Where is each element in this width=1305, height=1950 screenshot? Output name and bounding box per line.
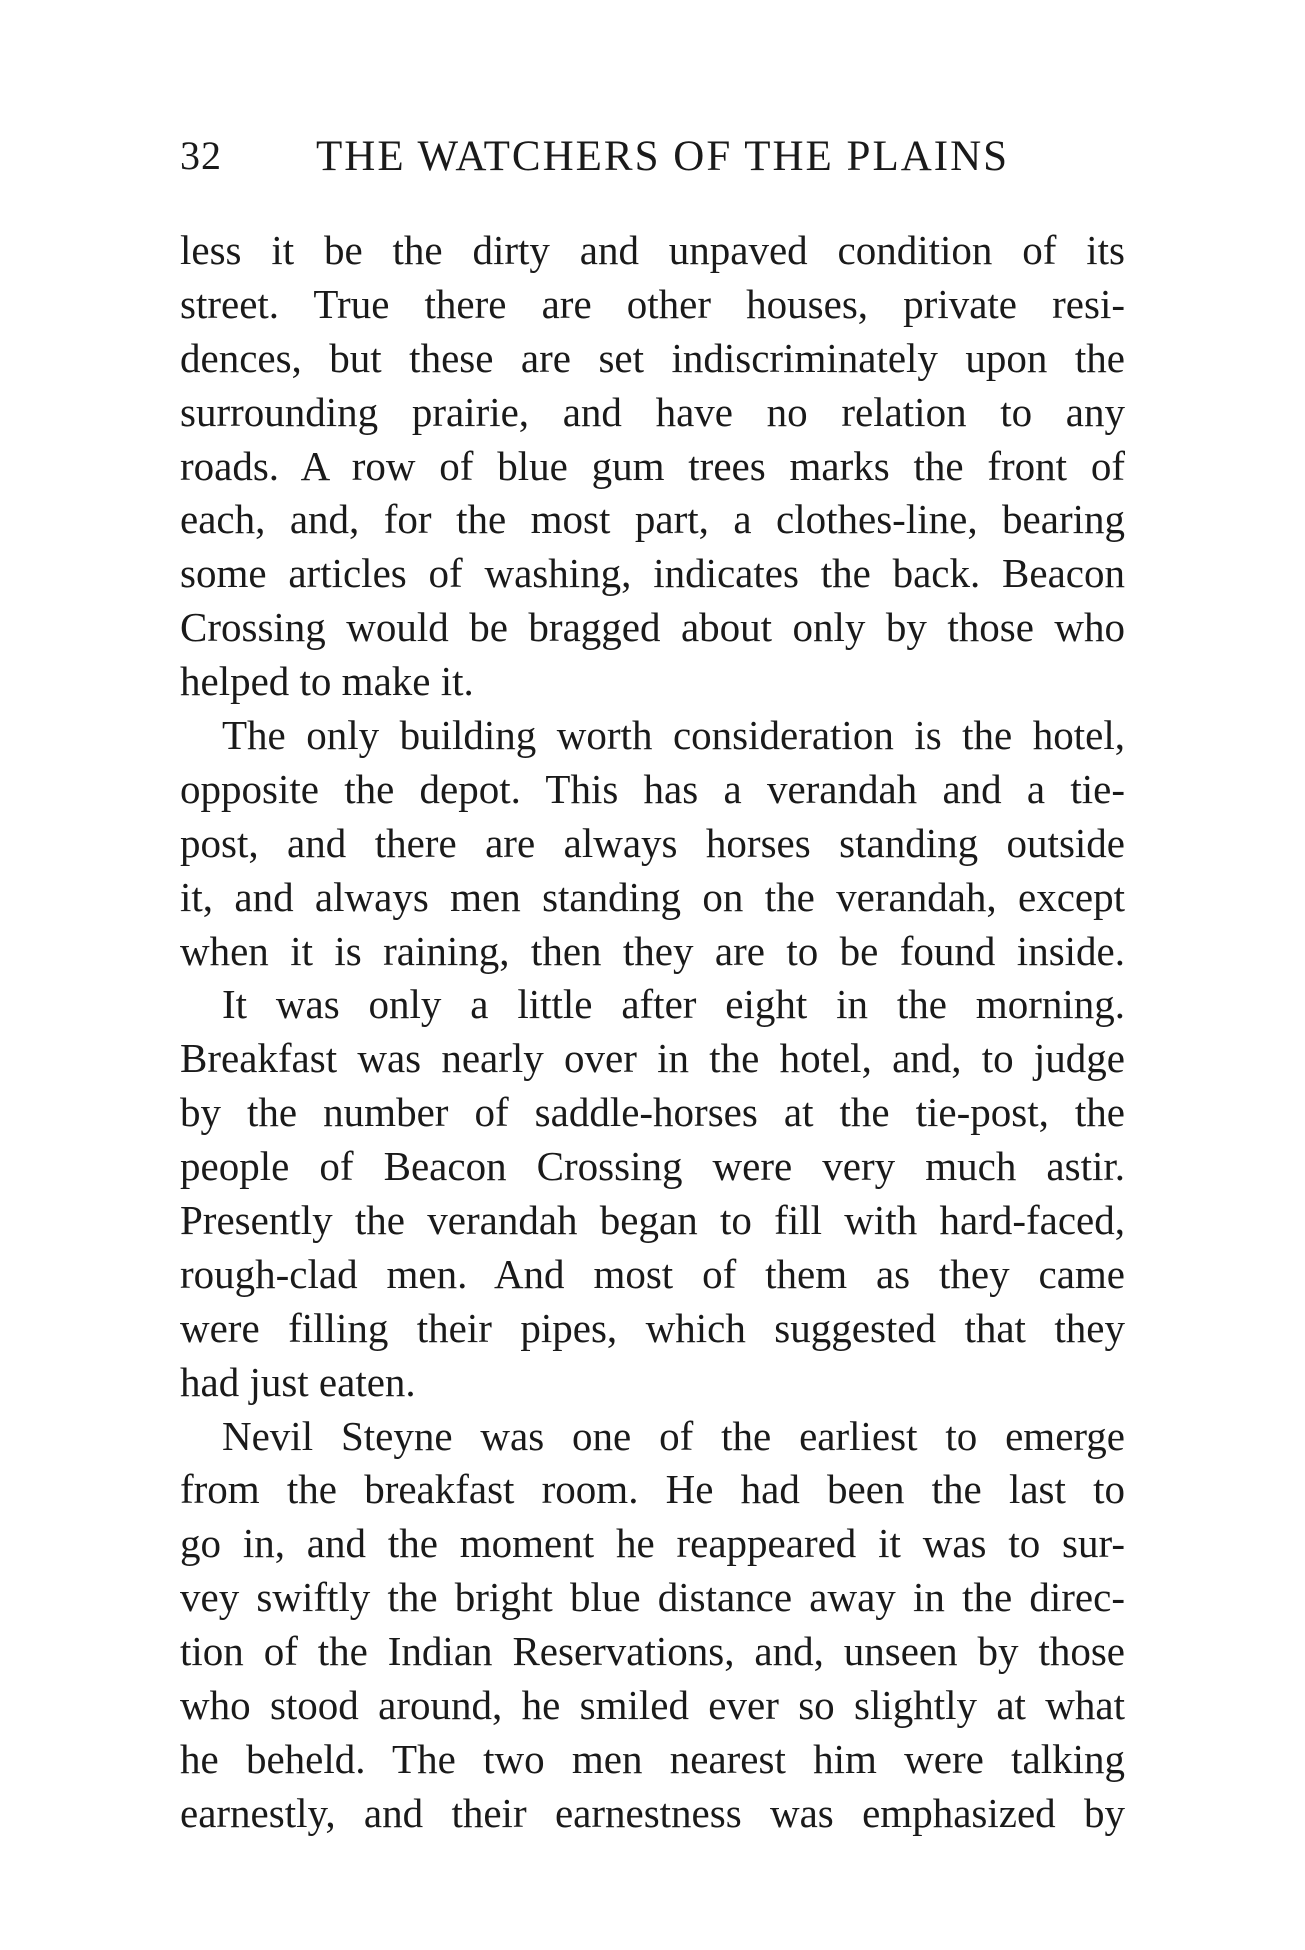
text-line: Breakfast was nearly over in the hotel, and, to judge <box>180 1035 1125 1082</box>
paragraph-start-line: It was only a little after eight in the morning. <box>222 981 1125 1028</box>
running-head <box>180 132 1125 188</box>
text-line: people of Beacon Crossing were very much astir. <box>180 1143 1125 1190</box>
text-line: Presently the verandah began to fill with hard-faced, <box>180 1197 1125 1244</box>
text-line: Crossing would be bragged about only by those who <box>180 604 1125 651</box>
text-line: vey swiftly the bright blue distance away in the direc- <box>180 1574 1125 1621</box>
page-number: 32 <box>180 133 222 178</box>
text-line: less it be the dirty and unpaved condition of its <box>180 227 1125 273</box>
text-line: earnestly, and their earnestness was emphasized by <box>180 1789 1125 1836</box>
text-line: roads. A row of blue gum trees marks the front of <box>180 442 1125 489</box>
text-line: some articles of washing, indicates the back. Beacon <box>180 550 1125 597</box>
paragraph-end-line: had just eaten. <box>180 1358 416 1405</box>
text-line: surrounding prairie, and have no relation to any <box>180 388 1125 435</box>
text-line: it, and always men standing on the verandah, except <box>180 873 1125 920</box>
paragraph-start-line: Nevil Steyne was one of the earliest to emerge <box>222 1412 1125 1459</box>
running-title: THE WATCHERS OF THE PLAINS <box>316 133 1010 180</box>
text-line: rough-clad men. And most of them as they came <box>180 1250 1125 1297</box>
text-line: opposite the depot. This has a verandah and a tie- <box>180 765 1125 812</box>
paragraph-end-line: when it is raining, then they are to be found inside. <box>180 927 1125 974</box>
body-text <box>180 224 1125 1841</box>
text-line: dences, but these are set indiscriminately upon the <box>180 334 1125 381</box>
text-line: street. True there are other houses, private resi- <box>180 280 1125 327</box>
text-line: tion of the Indian Reservations, and, unseen by those <box>180 1628 1125 1675</box>
text-line: from the breakfast room. He had been the last to <box>180 1466 1125 1513</box>
text-line: post, and there are always horses standing outside <box>180 819 1125 866</box>
paragraph-end-line: helped to make it. <box>180 658 474 705</box>
text-line: by the number of saddle-horses at the tie-post, the <box>180 1089 1125 1136</box>
text-line: he beheld. The two men nearest him were talking <box>180 1735 1125 1782</box>
text-line: go in, and the moment he reappeared it was to sur- <box>180 1520 1125 1567</box>
paragraph-start-line: The only building worth consideration is the hotel, <box>222 712 1125 759</box>
text-line: who stood around, he smiled ever so slightly at what <box>180 1682 1125 1729</box>
text-line: each, and, for the most part, a clothes-line, bearing <box>180 496 1125 543</box>
text-line: were filling their pipes, which suggested that they <box>180 1304 1125 1351</box>
